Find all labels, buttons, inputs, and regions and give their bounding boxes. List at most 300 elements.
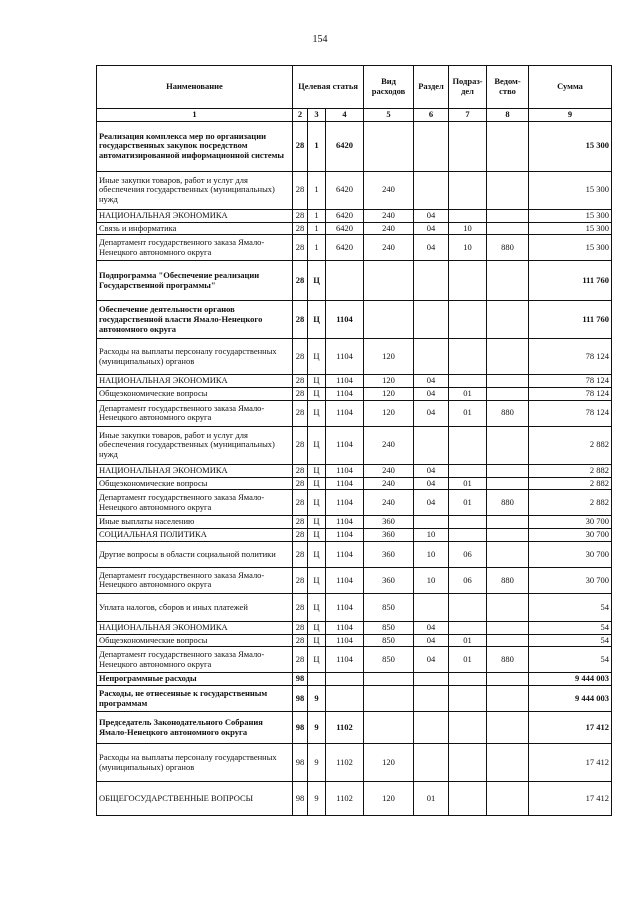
row-department bbox=[487, 634, 529, 647]
column-number: 9 bbox=[529, 109, 612, 122]
table-row bbox=[97, 744, 612, 782]
row-expense-type: 850 bbox=[364, 621, 414, 634]
row-sum: 78 124 bbox=[529, 375, 612, 388]
row-target-program: 28 bbox=[293, 400, 308, 426]
column-number: 3 bbox=[308, 109, 326, 122]
table-row bbox=[97, 782, 612, 816]
row-name: ОБЩЕГОСУДАРСТВЕННЫЕ ВОПРОСЫ bbox=[97, 782, 293, 816]
row-subsection: 10 bbox=[449, 222, 487, 235]
row-target-code: 6420 bbox=[326, 171, 364, 209]
row-expense-type bbox=[364, 121, 414, 171]
row-name: Председатель Законодательного Собрания Ямало-Ненецкого автономного округа bbox=[97, 712, 293, 744]
row-section: 04 bbox=[414, 235, 449, 261]
row-target-code: 1102 bbox=[326, 744, 364, 782]
row-sum: 2 882 bbox=[529, 490, 612, 516]
row-target-subprogram: Ц bbox=[308, 375, 326, 388]
row-target-subprogram: Ц bbox=[308, 593, 326, 621]
row-section bbox=[414, 261, 449, 301]
row-target-program: 28 bbox=[293, 490, 308, 516]
row-sum: 78 124 bbox=[529, 388, 612, 401]
row-name: Общеэкономические вопросы bbox=[97, 388, 293, 401]
row-name: Непрограммные расходы bbox=[97, 673, 293, 686]
row-section bbox=[414, 301, 449, 339]
row-target-code: 1104 bbox=[326, 464, 364, 477]
row-department: 880 bbox=[487, 647, 529, 673]
row-department bbox=[487, 477, 529, 490]
table-row bbox=[97, 477, 612, 490]
row-sum: 15 300 bbox=[529, 209, 612, 222]
row-target-program: 98 bbox=[293, 712, 308, 744]
row-subsection bbox=[449, 712, 487, 744]
row-section bbox=[414, 426, 449, 464]
row-target-code: 1104 bbox=[326, 426, 364, 464]
row-expense-type: 240 bbox=[364, 171, 414, 209]
row-target-program: 28 bbox=[293, 261, 308, 301]
table-row bbox=[97, 301, 612, 339]
row-target-program: 28 bbox=[293, 477, 308, 490]
table-row bbox=[97, 516, 612, 529]
row-expense-type: 240 bbox=[364, 464, 414, 477]
header-department: Ведом-ство bbox=[487, 66, 529, 109]
row-target-code: 1104 bbox=[326, 339, 364, 375]
row-expense-type: 120 bbox=[364, 744, 414, 782]
row-target-code: 6420 bbox=[326, 209, 364, 222]
row-target-program: 28 bbox=[293, 593, 308, 621]
row-target-program: 28 bbox=[293, 426, 308, 464]
row-name: Департамент государственного заказа Ямало-Ненецкого автономного округа bbox=[97, 567, 293, 593]
row-target-program: 28 bbox=[293, 464, 308, 477]
row-sum: 30 700 bbox=[529, 516, 612, 529]
row-subsection bbox=[449, 375, 487, 388]
table-row bbox=[97, 388, 612, 401]
row-target-code: 1104 bbox=[326, 593, 364, 621]
table-row bbox=[97, 235, 612, 261]
row-subsection bbox=[449, 516, 487, 529]
row-target-code: 1104 bbox=[326, 541, 364, 567]
row-expense-type: 240 bbox=[364, 490, 414, 516]
row-subsection: 01 bbox=[449, 477, 487, 490]
row-sum: 54 bbox=[529, 593, 612, 621]
row-expense-type: 360 bbox=[364, 541, 414, 567]
table-row bbox=[97, 171, 612, 209]
column-number: 1 bbox=[97, 109, 293, 122]
row-name: Другие вопросы в области социальной политики bbox=[97, 541, 293, 567]
row-subsection bbox=[449, 121, 487, 171]
header-expense-type: Вид расходов bbox=[364, 66, 414, 109]
table-row bbox=[97, 222, 612, 235]
row-target-program: 98 bbox=[293, 744, 308, 782]
row-name: Расходы, не отнесенные к государственным программам bbox=[97, 686, 293, 712]
row-target-code bbox=[326, 673, 364, 686]
row-expense-type: 240 bbox=[364, 222, 414, 235]
row-expense-type: 120 bbox=[364, 375, 414, 388]
row-department: 880 bbox=[487, 235, 529, 261]
row-section bbox=[414, 516, 449, 529]
row-section: 10 bbox=[414, 567, 449, 593]
row-expense-type: 240 bbox=[364, 209, 414, 222]
row-department bbox=[487, 529, 529, 542]
row-section bbox=[414, 712, 449, 744]
row-target-subprogram: Ц bbox=[308, 634, 326, 647]
row-subsection bbox=[449, 621, 487, 634]
row-subsection: 01 bbox=[449, 647, 487, 673]
table-row bbox=[97, 490, 612, 516]
row-name: НАЦИОНАЛЬНАЯ ЭКОНОМИКА bbox=[97, 375, 293, 388]
row-target-subprogram: Ц bbox=[308, 529, 326, 542]
row-target-program: 28 bbox=[293, 634, 308, 647]
row-expense-type: 850 bbox=[364, 647, 414, 673]
row-target-code: 1104 bbox=[326, 516, 364, 529]
row-department bbox=[487, 171, 529, 209]
row-department bbox=[487, 464, 529, 477]
row-department bbox=[487, 744, 529, 782]
table-row bbox=[97, 712, 612, 744]
row-subsection bbox=[449, 261, 487, 301]
row-target-code: 1104 bbox=[326, 301, 364, 339]
row-target-subprogram: Ц bbox=[308, 400, 326, 426]
header-section: Раздел bbox=[414, 66, 449, 109]
row-subsection: 06 bbox=[449, 567, 487, 593]
row-target-program: 28 bbox=[293, 516, 308, 529]
row-target-program: 28 bbox=[293, 301, 308, 339]
row-department bbox=[487, 516, 529, 529]
row-target-code: 1104 bbox=[326, 375, 364, 388]
row-expense-type: 360 bbox=[364, 516, 414, 529]
row-department bbox=[487, 782, 529, 816]
row-name: НАЦИОНАЛЬНАЯ ЭКОНОМИКА bbox=[97, 464, 293, 477]
row-name: Расходы на выплаты персоналу государственных (муниципальных) органов bbox=[97, 339, 293, 375]
row-name: Уплата налогов, сборов и иных платежей bbox=[97, 593, 293, 621]
row-target-subprogram: Ц bbox=[308, 490, 326, 516]
table-row bbox=[97, 400, 612, 426]
row-sum: 15 300 bbox=[529, 121, 612, 171]
row-expense-type bbox=[364, 686, 414, 712]
row-expense-type: 120 bbox=[364, 400, 414, 426]
row-department bbox=[487, 673, 529, 686]
row-section bbox=[414, 744, 449, 782]
row-target-subprogram: Ц bbox=[308, 621, 326, 634]
row-department bbox=[487, 121, 529, 171]
row-department: 880 bbox=[487, 400, 529, 426]
row-target-code: 1104 bbox=[326, 490, 364, 516]
row-department bbox=[487, 209, 529, 222]
row-sum: 17 412 bbox=[529, 782, 612, 816]
row-name: Департамент государственного заказа Ямало-Ненецкого автономного округа bbox=[97, 235, 293, 261]
row-target-subprogram: 9 bbox=[308, 712, 326, 744]
row-target-code bbox=[326, 261, 364, 301]
row-name: Иные выплаты населению bbox=[97, 516, 293, 529]
row-name: Департамент государственного заказа Ямало-Ненецкого автономного округа bbox=[97, 490, 293, 516]
row-target-code: 1104 bbox=[326, 388, 364, 401]
column-number: 5 bbox=[364, 109, 414, 122]
row-section bbox=[414, 121, 449, 171]
row-target-program: 98 bbox=[293, 686, 308, 712]
row-section: 04 bbox=[414, 490, 449, 516]
row-subsection bbox=[449, 529, 487, 542]
row-section bbox=[414, 686, 449, 712]
row-target-subprogram: Ц bbox=[308, 477, 326, 490]
row-department: 880 bbox=[487, 490, 529, 516]
row-department bbox=[487, 301, 529, 339]
row-subsection: 01 bbox=[449, 400, 487, 426]
header-target-article: Целевая статья bbox=[293, 66, 364, 109]
row-expense-type: 240 bbox=[364, 477, 414, 490]
row-sum: 78 124 bbox=[529, 400, 612, 426]
row-target-subprogram: 9 bbox=[308, 744, 326, 782]
table-row bbox=[97, 621, 612, 634]
row-target-code: 1104 bbox=[326, 647, 364, 673]
row-subsection bbox=[449, 593, 487, 621]
row-target-program: 28 bbox=[293, 235, 308, 261]
row-department bbox=[487, 712, 529, 744]
row-target-subprogram: 1 bbox=[308, 209, 326, 222]
row-subsection: 06 bbox=[449, 541, 487, 567]
row-subsection bbox=[449, 673, 487, 686]
row-target-code: 1104 bbox=[326, 400, 364, 426]
table-body bbox=[97, 121, 612, 815]
row-name: НАЦИОНАЛЬНАЯ ЭКОНОМИКА bbox=[97, 621, 293, 634]
table-row bbox=[97, 567, 612, 593]
row-target-program: 28 bbox=[293, 375, 308, 388]
row-subsection: 01 bbox=[449, 388, 487, 401]
row-target-code: 1104 bbox=[326, 621, 364, 634]
row-section: 10 bbox=[414, 529, 449, 542]
row-section: 04 bbox=[414, 477, 449, 490]
table-row bbox=[97, 593, 612, 621]
row-department bbox=[487, 686, 529, 712]
table-row bbox=[97, 541, 612, 567]
row-name: Общеэкономические вопросы bbox=[97, 634, 293, 647]
row-section: 04 bbox=[414, 647, 449, 673]
row-expense-type: 360 bbox=[364, 567, 414, 593]
row-sum: 9 444 003 bbox=[529, 686, 612, 712]
row-target-program: 98 bbox=[293, 782, 308, 816]
row-department bbox=[487, 593, 529, 621]
row-target-subprogram: Ц bbox=[308, 567, 326, 593]
row-target-subprogram: Ц bbox=[308, 464, 326, 477]
row-target-program: 98 bbox=[293, 673, 308, 686]
row-target-code: 1104 bbox=[326, 529, 364, 542]
row-subsection: 10 bbox=[449, 235, 487, 261]
row-target-program: 28 bbox=[293, 621, 308, 634]
row-target-program: 28 bbox=[293, 529, 308, 542]
row-sum: 30 700 bbox=[529, 541, 612, 567]
table-row bbox=[97, 339, 612, 375]
row-department bbox=[487, 426, 529, 464]
row-expense-type: 120 bbox=[364, 339, 414, 375]
row-expense-type: 240 bbox=[364, 235, 414, 261]
row-sum: 15 300 bbox=[529, 222, 612, 235]
row-section: 04 bbox=[414, 621, 449, 634]
row-name: Реализация комплекса мер по организации государственных закупок посредством автоматизированной информационной системы bbox=[97, 121, 293, 171]
row-target-subprogram: Ц bbox=[308, 426, 326, 464]
row-target-program: 28 bbox=[293, 647, 308, 673]
row-expense-type bbox=[364, 712, 414, 744]
row-target-subprogram: Ц bbox=[308, 541, 326, 567]
row-name: Иные закупки товаров, работ и услуг для обеспечения государственных (муниципальных) нужд bbox=[97, 426, 293, 464]
row-target-subprogram: 1 bbox=[308, 235, 326, 261]
row-target-subprogram: 9 bbox=[308, 782, 326, 816]
table-row bbox=[97, 464, 612, 477]
row-sum: 9 444 003 bbox=[529, 673, 612, 686]
row-target-code: 6420 bbox=[326, 222, 364, 235]
column-number: 4 bbox=[326, 109, 364, 122]
row-target-code bbox=[326, 686, 364, 712]
row-subsection: 01 bbox=[449, 634, 487, 647]
column-number: 7 bbox=[449, 109, 487, 122]
row-expense-type bbox=[364, 301, 414, 339]
row-section bbox=[414, 339, 449, 375]
row-subsection bbox=[449, 301, 487, 339]
row-subsection bbox=[449, 782, 487, 816]
row-expense-type: 240 bbox=[364, 426, 414, 464]
row-target-subprogram: Ц bbox=[308, 516, 326, 529]
row-subsection bbox=[449, 209, 487, 222]
table-row bbox=[97, 121, 612, 171]
row-sum: 54 bbox=[529, 647, 612, 673]
row-department bbox=[487, 621, 529, 634]
table-row bbox=[97, 375, 612, 388]
row-section: 04 bbox=[414, 375, 449, 388]
row-sum: 78 124 bbox=[529, 339, 612, 375]
column-number: 6 bbox=[414, 109, 449, 122]
row-target-subprogram bbox=[308, 673, 326, 686]
row-sum: 30 700 bbox=[529, 529, 612, 542]
table-row bbox=[97, 634, 612, 647]
table-row bbox=[97, 209, 612, 222]
row-department bbox=[487, 541, 529, 567]
row-target-subprogram: Ц bbox=[308, 301, 326, 339]
row-sum: 111 760 bbox=[529, 261, 612, 301]
page-number: 154 bbox=[312, 34, 328, 45]
row-name: СОЦИАЛЬНАЯ ПОЛИТИКА bbox=[97, 529, 293, 542]
row-expense-type bbox=[364, 673, 414, 686]
row-sum: 2 882 bbox=[529, 477, 612, 490]
row-sum: 30 700 bbox=[529, 567, 612, 593]
row-name: Департамент государственного заказа Ямало-Ненецкого автономного округа bbox=[97, 647, 293, 673]
row-subsection bbox=[449, 686, 487, 712]
table-row bbox=[97, 261, 612, 301]
row-target-program: 28 bbox=[293, 388, 308, 401]
row-target-code: 1102 bbox=[326, 712, 364, 744]
row-sum: 2 882 bbox=[529, 464, 612, 477]
row-target-code: 6420 bbox=[326, 121, 364, 171]
header-name: Наименование bbox=[97, 66, 293, 109]
row-section: 01 bbox=[414, 782, 449, 816]
row-target-subprogram: Ц bbox=[308, 339, 326, 375]
row-target-subprogram: 1 bbox=[308, 171, 326, 209]
row-section bbox=[414, 593, 449, 621]
row-section: 04 bbox=[414, 634, 449, 647]
row-sum: 54 bbox=[529, 634, 612, 647]
row-section: 04 bbox=[414, 400, 449, 426]
row-target-subprogram: 9 bbox=[308, 686, 326, 712]
row-target-subprogram: 1 bbox=[308, 222, 326, 235]
header-sum: Сумма bbox=[529, 66, 612, 109]
row-target-subprogram: Ц bbox=[308, 647, 326, 673]
row-target-program: 28 bbox=[293, 567, 308, 593]
table-row bbox=[97, 426, 612, 464]
row-subsection bbox=[449, 744, 487, 782]
row-name: Иные закупки товаров, работ и услуг для обеспечения государственных (муниципальных) нужд bbox=[97, 171, 293, 209]
row-target-subprogram: Ц bbox=[308, 261, 326, 301]
row-expense-type: 120 bbox=[364, 782, 414, 816]
row-section: 04 bbox=[414, 464, 449, 477]
row-expense-type: 120 bbox=[364, 388, 414, 401]
row-section: 10 bbox=[414, 541, 449, 567]
row-name: Обеспечение деятельности органов государственной власти Ямало-Ненецкого автономного округа bbox=[97, 301, 293, 339]
row-name: Расходы на выплаты персоналу государственных (муниципальных) органов bbox=[97, 744, 293, 782]
table-row bbox=[97, 686, 612, 712]
row-name: Подпрограмма "Обеспечение реализации Государственной программы" bbox=[97, 261, 293, 301]
row-target-program: 28 bbox=[293, 121, 308, 171]
row-target-program: 28 bbox=[293, 541, 308, 567]
table-row bbox=[97, 647, 612, 673]
row-department bbox=[487, 261, 529, 301]
column-number: 8 bbox=[487, 109, 529, 122]
row-target-code: 1104 bbox=[326, 477, 364, 490]
row-target-code: 1102 bbox=[326, 782, 364, 816]
row-department bbox=[487, 222, 529, 235]
row-sum: 15 300 bbox=[529, 235, 612, 261]
row-target-code: 1104 bbox=[326, 567, 364, 593]
table-row bbox=[97, 529, 612, 542]
row-target-code: 1104 bbox=[326, 634, 364, 647]
row-target-program: 28 bbox=[293, 171, 308, 209]
row-target-program: 28 bbox=[293, 222, 308, 235]
row-name: Общеэкономические вопросы bbox=[97, 477, 293, 490]
column-number-row bbox=[97, 109, 612, 122]
row-subsection bbox=[449, 171, 487, 209]
row-department bbox=[487, 375, 529, 388]
header-subsection: Подраз-дел bbox=[449, 66, 487, 109]
row-department: 880 bbox=[487, 567, 529, 593]
row-target-code: 6420 bbox=[326, 235, 364, 261]
row-sum: 17 412 bbox=[529, 712, 612, 744]
row-name: Департамент государственного заказа Ямало-Ненецкого автономного округа bbox=[97, 400, 293, 426]
row-target-subprogram: 1 bbox=[308, 121, 326, 171]
row-target-program: 28 bbox=[293, 209, 308, 222]
row-expense-type: 850 bbox=[364, 634, 414, 647]
row-section: 04 bbox=[414, 209, 449, 222]
row-subsection bbox=[449, 464, 487, 477]
row-target-subprogram: Ц bbox=[308, 388, 326, 401]
row-section bbox=[414, 171, 449, 209]
row-section: 04 bbox=[414, 222, 449, 235]
row-expense-type bbox=[364, 261, 414, 301]
row-name: НАЦИОНАЛЬНАЯ ЭКОНОМИКА bbox=[97, 209, 293, 222]
row-section bbox=[414, 673, 449, 686]
table-row bbox=[97, 673, 612, 686]
row-expense-type: 850 bbox=[364, 593, 414, 621]
row-expense-type: 360 bbox=[364, 529, 414, 542]
budget-table bbox=[96, 65, 612, 816]
row-department bbox=[487, 388, 529, 401]
row-subsection: 01 bbox=[449, 490, 487, 516]
row-name: Связь и информатика bbox=[97, 222, 293, 235]
row-section: 04 bbox=[414, 388, 449, 401]
row-subsection bbox=[449, 426, 487, 464]
row-sum: 111 760 bbox=[529, 301, 612, 339]
row-sum: 15 300 bbox=[529, 171, 612, 209]
row-target-program: 28 bbox=[293, 339, 308, 375]
row-department bbox=[487, 339, 529, 375]
row-sum: 54 bbox=[529, 621, 612, 634]
row-sum: 17 412 bbox=[529, 744, 612, 782]
row-sum: 2 882 bbox=[529, 426, 612, 464]
row-subsection bbox=[449, 339, 487, 375]
column-number: 2 bbox=[293, 109, 308, 122]
